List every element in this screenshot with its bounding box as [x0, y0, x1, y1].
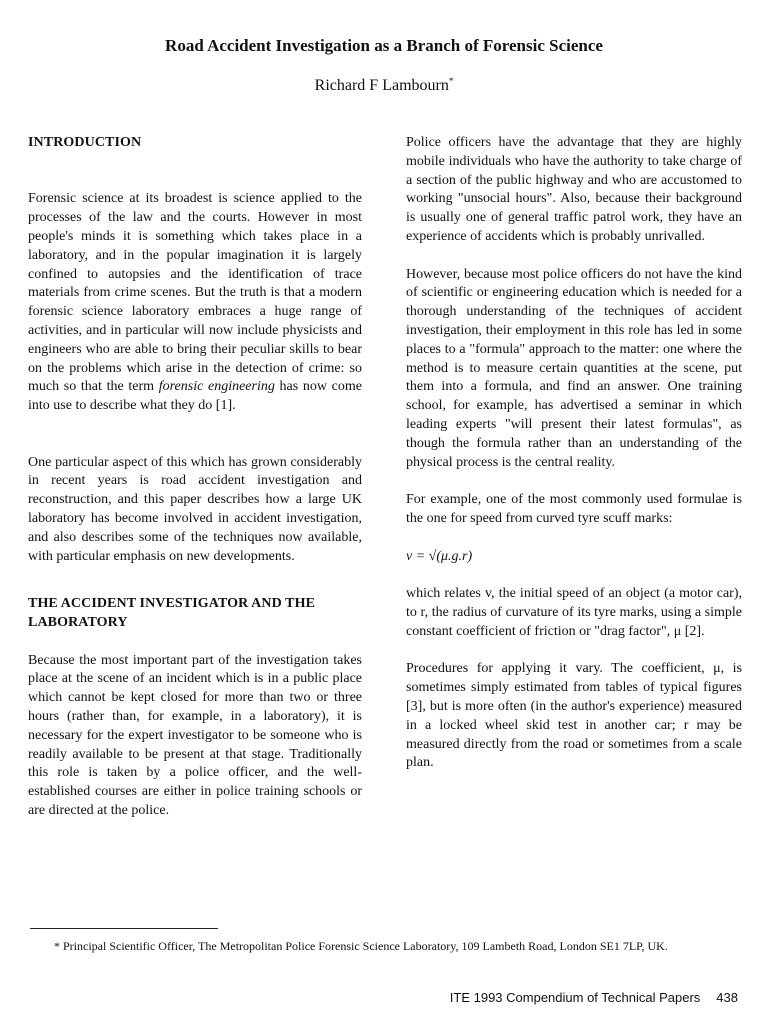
author-footnote-mark: * — [448, 76, 454, 86]
left-column — [28, 134, 362, 839]
paragraph: Because the most important part of the investigation takes place at the scene of an incident which is in a public place which cannot be kept closed for more than two or three hours (rather than, for example, in a laboratory), it is necessary for the expert investigator to be someone who is readily available to be present at that stage. Traditionally this role is taken by a police officer, and the well-established courses are either in police training schools or are directed at the police. — [28, 652, 362, 818]
speed-formula: v = √(μ.g.r) — [406, 548, 473, 564]
footer-source: ITE 1993 Compendium of Technical Papers — [449, 990, 701, 1005]
paragraph: However, because most police officers do not have the kind of scientific or engineering education which is needed for a thorough understanding of the techniques of accident investigation, their employment in this role has led in some places to a "formula" approach to the matter: one where the method is to measure certain quantities at the scene, put them into a formula, and find an answer. One training school, for example, has advertised a seminar in which leading experts "will present their latest formulas", as though the formula rather than an understanding of the physical process is the central reality. — [406, 266, 742, 470]
paragraph-text: has now come into use to describe what they do [1]. — [28, 379, 362, 414]
paragraph: Procedures for applying it vary. The coefficient, μ, is sometimes simply estimated from tables of typical figures [3], but is more often (in the author's experience) measured in a locked wheel skid test in another car; r may be measured directly from the road or sometimes from a scale plan. — [406, 661, 742, 771]
paragraph: One particular aspect of this which has grown considerably in recent years is road accident investigation and reconstruction, and this paper describes how a large UK laboratory has become involved in accident investigation, and also describes some of the techniques now available, with particular emphasis on new developments. — [28, 454, 362, 564]
page-footer — [450, 990, 738, 1005]
author-name: Richard F Lambourn — [314, 77, 449, 94]
paragraph-text: Forensic science at its broadest is science applied to the processes of the law and the courts. However in most people's minds it is something which takes place in a laboratory, and in the popular imagination it is largely confined to autopsies and the identification of trace materials from crime scenes. But the truth is that a modern forensic science laboratory embraces a huge range of activities, and in particular will now include physicists and engineers who are able to bring their peculiar skills to bear on the problems which arise in the detection of crime: so much so that the term — [28, 191, 362, 395]
paragraph: which relates v, the initial speed of an object (a motor car), to r, the radius of curvature of its tyre marks, using a simple constant coefficient of friction or "drag factor", μ [2]. — [406, 586, 742, 639]
paragraph: For example, one of the most commonly used formulae is the one for speed from curved tyre scuff marks: — [406, 492, 742, 526]
right-column — [406, 134, 742, 792]
paragraph — [28, 190, 362, 416]
footnote-divider — [30, 928, 218, 929]
section-heading-introduction: INTRODUCTION — [28, 135, 142, 150]
page-number: 438 — [716, 990, 738, 1005]
emphasis-term: forensic engineering — [158, 379, 275, 395]
paper-title: Road Accident Investigation as a Branch of Forensic Science — [165, 36, 603, 55]
section-heading-investigator: THE ACCIDENT INVESTIGATOR AND THE LABORATORY — [28, 596, 316, 630]
footnote: * Principal Scientific Officer, The Metropolitan Police Forensic Science Laboratory, 109 Lambeth Road, London SE1 7LP, UK. — [54, 939, 668, 953]
paragraph: Police officers have the advantage that they are highly mobile individuals who have the authority to take charge of a section of the public highway and who are accustomed to working "unsocial hours". Also, because their background is usually one of general traffic patrol work, they have an experience of accidents which is probably unrivalled. — [406, 135, 742, 244]
author-line — [0, 76, 768, 95]
